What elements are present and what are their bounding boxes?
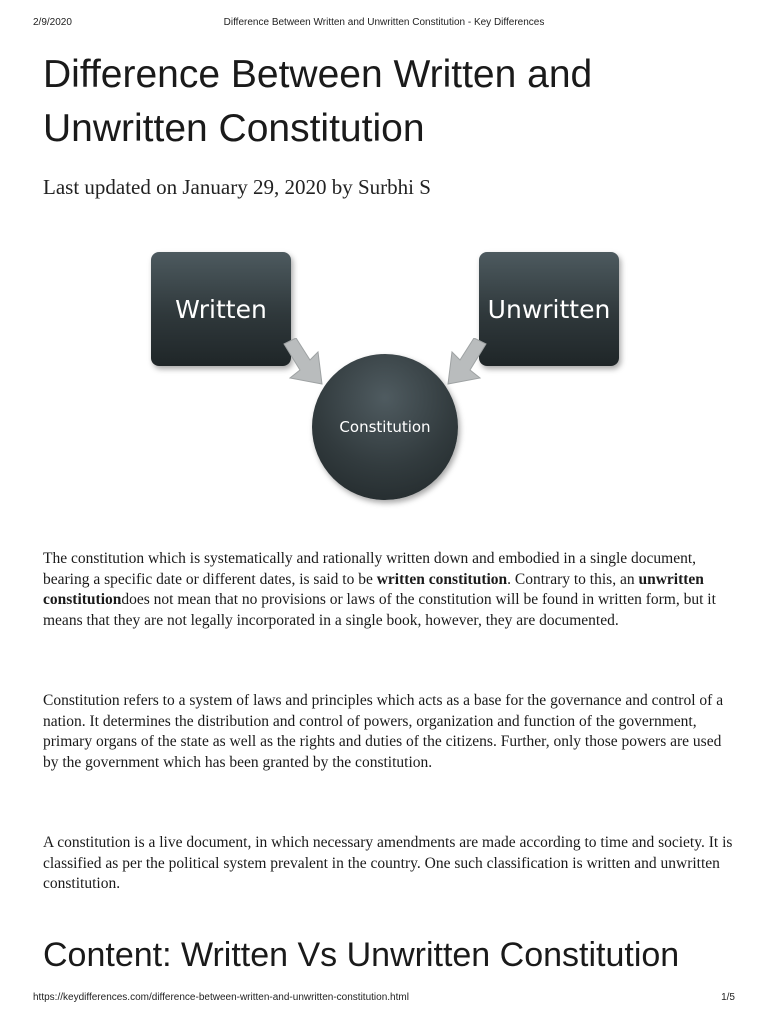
print-date: 2/9/2020 bbox=[33, 17, 72, 28]
arrow-left-down-icon bbox=[446, 338, 490, 390]
section-heading-content: Content: Written Vs Unwritten Constitution bbox=[43, 936, 680, 974]
article-byline: Last updated on January 29, 2020 by Surbhi S bbox=[43, 175, 431, 199]
paragraph-constitution-meaning: Constitution refers to a system of laws and principles which acts as a base for the governance and control of a nation. It determines the distribution and control of powers, organization and function of the government, primary organs of the state as well as the rights and duties of the citizens. Further, only those powers are used by the government which has been granted by the constitution. bbox=[43, 692, 724, 771]
bold-term-unwritten: unwritten constitution bbox=[43, 570, 704, 608]
paragraph-text: . Contrary to this, an bbox=[507, 570, 639, 588]
print-page-number: 1/5 bbox=[721, 992, 735, 1003]
print-page-title: Difference Between Written and Unwritten Constitution - Key Differences bbox=[223, 17, 545, 28]
paragraph-live-document: A constitution is a live document, in which necessary amendments are made according to time and society. It is classified as per the political system prevalent in the country. One such classification is written and unwritten constitution. bbox=[43, 834, 733, 892]
bold-term-written: written constitution bbox=[376, 570, 508, 588]
paragraph-text: The constitution which is systematically and rationally written down and embodied in a single document, bearing a specific date or different dates, is said to be bbox=[43, 550, 697, 588]
diagram-circle-constitution: Constitution bbox=[312, 354, 458, 500]
print-url: https://keydifferences.com/difference-between-written-and-unwritten-constitution.html bbox=[33, 992, 409, 1003]
constitution-diagram bbox=[140, 240, 630, 520]
paragraph-definition bbox=[43, 549, 733, 631]
article-title: Difference Between Written and Unwritten Constitution bbox=[43, 53, 593, 150]
diagram-box-unwritten: Unwritten bbox=[479, 252, 619, 366]
diagram-box-written: Written bbox=[151, 252, 291, 366]
paragraph-text: does not mean that no provisions or laws of the constitution will be found in written form, but it means that they are not legally incorporated in a single book, however, they are documented. bbox=[43, 591, 716, 629]
arrow-right-down-icon bbox=[280, 338, 324, 390]
